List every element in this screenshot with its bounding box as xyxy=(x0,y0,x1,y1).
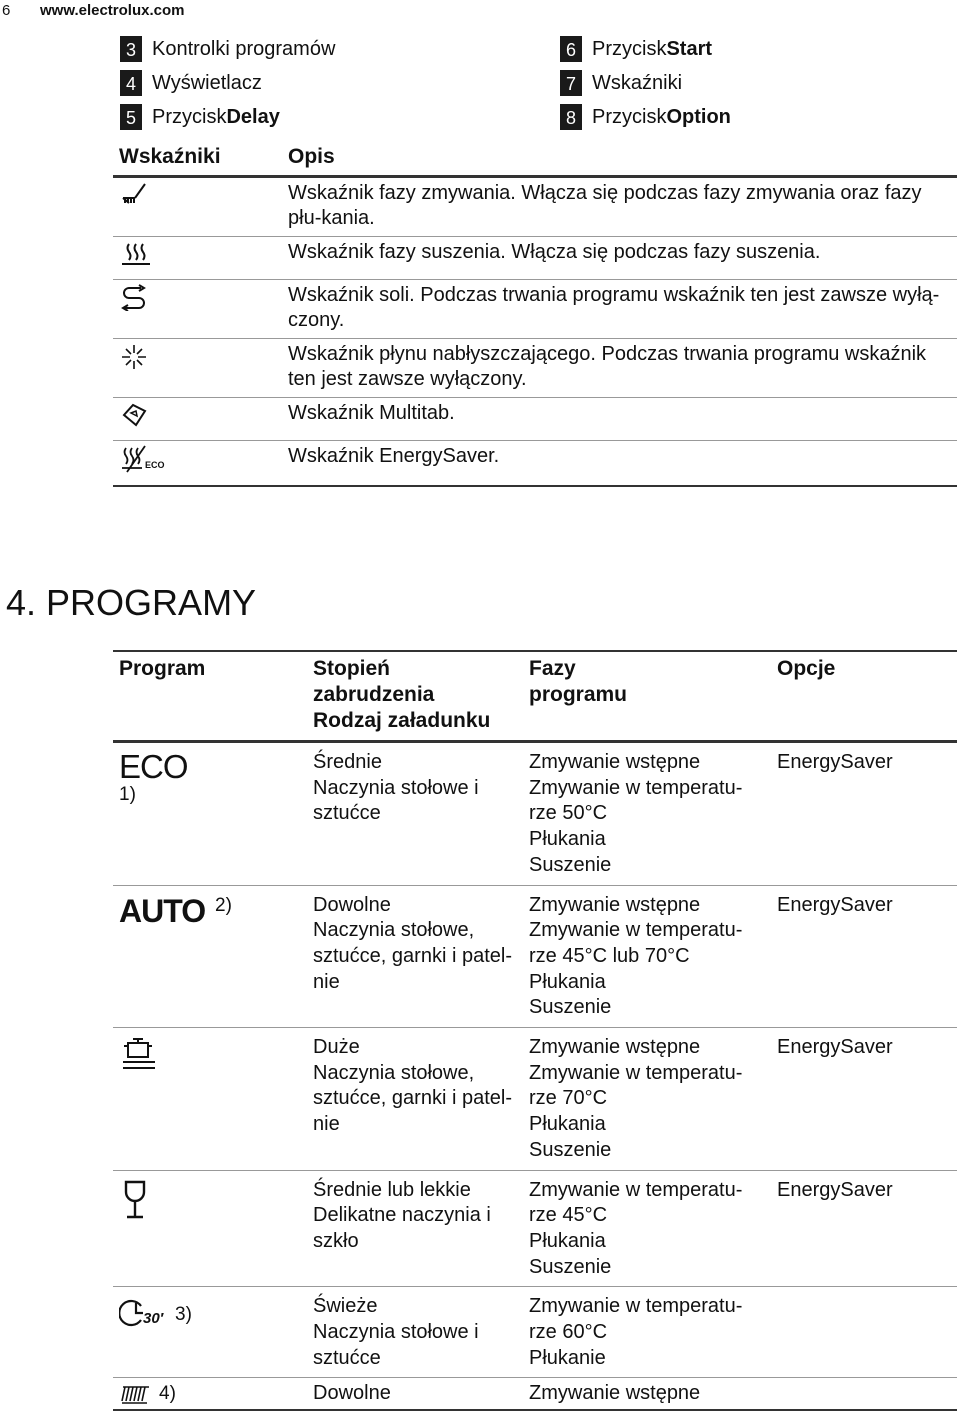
legend-item xyxy=(560,36,712,62)
phase-line: Płukania xyxy=(529,1113,606,1136)
column-header-phases xyxy=(523,651,771,742)
phase-line: Zmywanie w temperatu- xyxy=(529,1061,743,1084)
legend-number: 5 xyxy=(120,104,142,130)
page-number: 6 xyxy=(2,2,11,19)
program-options: EnergySaver xyxy=(771,1028,957,1171)
soil-line: sztućce xyxy=(313,1346,381,1369)
table-row xyxy=(113,441,957,487)
phase-line: rze 60°C xyxy=(529,1321,608,1344)
table-row xyxy=(113,237,957,280)
soil-line: sztućce, garnki i patel- xyxy=(313,1087,512,1110)
phase-line: rze 45°C xyxy=(529,1204,608,1227)
soil-line: sztućce xyxy=(313,802,381,825)
soil-line: Dowolne xyxy=(313,1382,391,1405)
phase-line: Płukania xyxy=(529,828,606,851)
legend-item xyxy=(120,36,335,62)
phase-line: Płukania xyxy=(529,1229,606,1252)
indicator-description: Wskaźnik soli. Podczas trwania programu wskaźnik ten jest zawsze wyłą-czony. xyxy=(280,280,957,339)
wash-phase-icon xyxy=(119,181,149,209)
table-row xyxy=(113,1028,957,1171)
section-title-text: PROGRAMY xyxy=(46,582,257,623)
section-title xyxy=(6,582,256,624)
legend-item xyxy=(120,104,280,130)
soil-line: Naczynia stołowe, xyxy=(313,919,475,942)
table-row xyxy=(113,885,957,1028)
phase-line: rze 50°C xyxy=(529,802,608,825)
legend-number: 6 xyxy=(560,36,582,62)
soil-line: Dowolne xyxy=(313,893,391,916)
svg-text:ECO: ECO xyxy=(119,750,188,782)
program-options: EnergySaver xyxy=(771,742,957,886)
quick30-icon xyxy=(119,1294,171,1332)
soil-line: Średnie lub lekkie xyxy=(313,1178,471,1201)
program-options: EnergySaver xyxy=(771,885,957,1028)
phase-line: Zmywanie w temperatu- xyxy=(529,776,743,799)
phase-line: Płukania xyxy=(529,970,606,993)
svg-text:30′: 30′ xyxy=(143,1310,164,1328)
legend-text: Przycisk xyxy=(592,37,667,60)
eco-icon xyxy=(119,750,189,782)
soil-line: Naczynia stołowe i xyxy=(313,1321,479,1344)
programs-table xyxy=(113,650,957,1411)
table-header-row xyxy=(113,651,957,742)
table-row xyxy=(113,1170,957,1287)
header-line: Fazy xyxy=(529,657,576,680)
energysaver-icon xyxy=(119,444,169,474)
legend-item xyxy=(120,70,262,96)
legend-number: 4 xyxy=(120,70,142,96)
legend-text: Kontrolki programów xyxy=(152,37,336,60)
header-line: Rodzaj załadunku xyxy=(313,709,491,732)
soil-line: Naczynia stołowe i xyxy=(313,776,479,799)
phase-line: rze 45°C lub 70°C xyxy=(529,944,690,967)
legend-text: Przycisk xyxy=(592,105,667,128)
legend-item xyxy=(560,70,682,96)
phase-line: rze 70°C xyxy=(529,1087,608,1110)
table-row xyxy=(113,742,957,886)
legend-bold: Option xyxy=(666,105,731,128)
multitab-icon xyxy=(119,401,149,429)
rinse-aid-icon xyxy=(119,342,149,372)
table-header-row xyxy=(113,141,957,177)
soil-line: nie xyxy=(313,970,340,993)
glass-icon xyxy=(119,1178,151,1222)
indicator-description: Wskaźnik płynu nabłyszczającego. Podczas trwania programu wskaźnik ten jest zawsze wyłączony. xyxy=(280,339,957,398)
legend-bold: Delay xyxy=(226,105,280,128)
soil-line: sztućce, garnki i patel- xyxy=(313,944,512,967)
table-row xyxy=(113,177,957,237)
header-line: Stopień zabrudzenia xyxy=(313,657,435,706)
program-icon-box xyxy=(119,1294,301,1332)
table-row xyxy=(113,398,957,441)
indicator-description: Wskaźnik fazy suszenia. Włącza się podczas fazy suszenia. xyxy=(280,237,957,280)
table-row xyxy=(113,1287,957,1378)
header-url[interactable]: www.electrolux.com xyxy=(40,2,185,19)
table-row xyxy=(113,339,957,398)
column-header-description: Opis xyxy=(280,141,957,177)
soil-line: Świeże xyxy=(313,1295,378,1318)
indicator-description: Wskaźnik fazy zmywania. Włącza się podczas fazy zmywania oraz fazy płu-kania. xyxy=(280,177,957,237)
phase-line: Zmywanie w temperatu- xyxy=(529,1295,743,1318)
legend-number: 3 xyxy=(120,36,142,62)
footnote-ref: 2) xyxy=(215,894,232,916)
soil-line: Naczynia stołowe, xyxy=(313,1061,475,1084)
legend-text: Wskaźniki xyxy=(592,71,683,94)
column-header-program: Program xyxy=(113,651,307,742)
svg-text:ECO: ECO xyxy=(145,460,165,470)
phase-line: Zmywanie wstępne xyxy=(529,1382,701,1405)
column-header-indicators: Wskaźniki xyxy=(113,141,280,177)
phase-line: Zmywanie wstępne xyxy=(529,1036,701,1059)
indicators-table xyxy=(113,141,957,487)
phase-line: Zmywanie w temperatu- xyxy=(529,1178,743,1201)
footnote-ref: 4) xyxy=(159,1383,176,1405)
phase-line: Suszenie xyxy=(529,853,612,876)
legend-item xyxy=(560,104,731,130)
legend-bold: Start xyxy=(666,37,713,60)
program-options: EnergySaver xyxy=(771,1170,957,1287)
footnote-ref: 3) xyxy=(175,1304,192,1326)
legend-number: 7 xyxy=(560,70,582,96)
program-icon-box xyxy=(119,893,301,925)
header-line: programu xyxy=(529,683,628,706)
table-row xyxy=(113,1378,957,1411)
program-options xyxy=(771,1287,957,1378)
indicator-description: Wskaźnik EnergySaver. xyxy=(280,441,957,487)
soil-line: Duże xyxy=(313,1036,360,1059)
pot-icon xyxy=(119,1035,159,1075)
soil-line: Delikatne naczynia i xyxy=(313,1204,491,1227)
legend-number: 8 xyxy=(560,104,582,130)
soil-line: Średnie xyxy=(313,751,382,773)
footnote-ref: 1) xyxy=(119,784,136,805)
phase-line: Zmywanie w temperatu- xyxy=(529,919,743,942)
svg-text:AUTO: AUTO xyxy=(119,892,206,925)
soil-line: szkło xyxy=(313,1229,359,1252)
phase-line: Suszenie xyxy=(529,1255,612,1278)
indicator-description: Wskaźnik Multitab. xyxy=(280,398,957,441)
phase-line: Zmywanie wstępne xyxy=(529,751,701,773)
legend-text: Wyświetlacz xyxy=(152,71,262,94)
program-options xyxy=(771,1378,957,1411)
table-row xyxy=(113,280,957,339)
column-header-soil xyxy=(307,651,523,742)
phase-line: Suszenie xyxy=(529,1138,612,1161)
phase-line: Suszenie xyxy=(529,996,612,1019)
legend-text: Przycisk xyxy=(152,105,227,128)
phase-line: Płukanie xyxy=(529,1346,606,1369)
phase-line: Zmywanie wstępne xyxy=(529,893,701,916)
soil-line: nie xyxy=(313,1113,340,1136)
drying-phase-icon xyxy=(119,240,153,268)
prewash-icon xyxy=(119,1381,155,1407)
program-icon-box xyxy=(119,1381,301,1407)
column-header-options: Opcje xyxy=(771,651,957,742)
salt-icon xyxy=(119,283,149,311)
auto-icon xyxy=(119,893,211,925)
section-number: 4. xyxy=(6,582,37,623)
